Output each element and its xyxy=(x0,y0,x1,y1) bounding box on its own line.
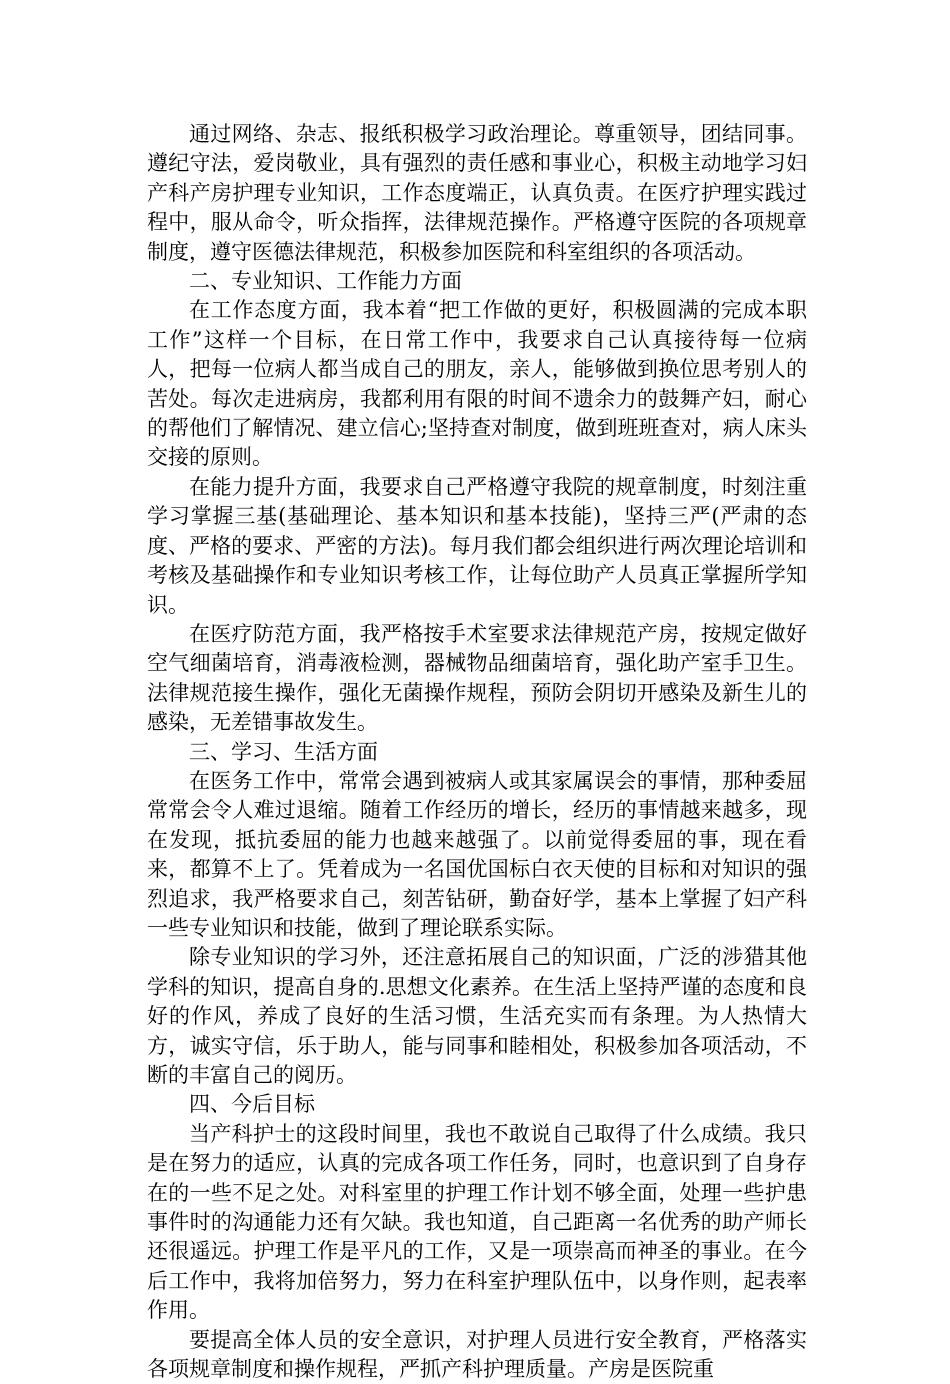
paragraph-ability-improvement: 在能力提升方面，我要求自己严格遵守我院的规章制度，时刻注重学习掌握三基(基础理论、基本知识和基本技能)，坚持三严(严肃的态度、严格的要求、严密的方法)。每月我们都会组织进行两次理论培训和考核及基础操作和专业知识考核工作，让每位助产人员真正掌握所学知识。 xyxy=(147,474,807,617)
paragraph-safety-awareness: 要提高全体人员的安全意识，对护理人员进行安全教育，严格落实各项规章制度和操作规程，严抓产科护理质量。产房是医院重 xyxy=(147,1327,807,1382)
paragraph-knowledge-expansion: 除专业知识的学习外，还注意拓展自己的知识面，广泛的涉猎其他学科的知识，提高自身的.思想文化素养。在生活上坚持严谨的态度和良好的作风，养成了良好的生活习惯，生活充实而有条理。为人热情大方，诚实守信，乐于助人，能与同事和睦相处，积极参加各项活动，不断的丰富自己的阅历。 xyxy=(147,945,807,1087)
paragraph-work-attitude: 在工作态度方面，我本着“把工作做的更好，积极圆满的完成本职工作”这样一个目标，在日常工作中，我要求自己认真接待每一位病人，把每一位病人都当成自己的朋友，亲人，能够做到换位思考别人的苦处。每次走进病房，我都利用有限的时间不遗余力的鼓舞产妇，耐心的帮他们了解情况、建立信心;坚持查对制度，做到班班查对，病人床头交接的原则。 xyxy=(147,298,807,470)
paragraph-political-study: 通过网络、杂志、报纸积极学习政治理论。尊重领导，团结同事。遵纪守法，爱岗敬业，具有强烈的责任感和事业心，积极主动地学习妇产科产房护理专业知识，工作态度端正，认真负责。在医疗护理实践过程中，服从命令，听众指挥，法律规范操作。严格遵守医院的各项规章制度，遵守医德法律规范，积极参加医院和科室组织的各项活动。 xyxy=(147,122,807,264)
document-page xyxy=(147,120,807,1384)
paragraph-medical-work: 在医务工作中，常常会遇到被病人或其家属误会的事情，那种委屈常常会令人难过退缩。随着工作经历的增长，经历的事情越来越多，现在发现，抵抗委屈的能力也越来越强了。以前觉得委屈的事，现在看来，都算不上了。凭着成为一名国优国标白衣天使的目标和对知识的强烈追求，我严格要求自己，刻苦钻研，勤奋好学，基本上掌握了妇产科一些专业知识和技能，做到了理论联系实际。 xyxy=(147,768,807,940)
paragraph-obstetric-nurse: 当产科护士的这段时间里，我也不敢说自己取得了什么成绩。我只是在努力的适应，认真的完成各项工作任务，同时，也意识到了自身存在的一些不足之处。对科室里的护理工作计划不够全面，处理一些护患事件时的沟通能力还有欠缺。我也知道，自己距离一名优秀的助产师长还很遥远。护理工作是平凡的工作，又是一项崇高而神圣的事业。在今后工作中，我将加倍努力，努力在科室护理队伍中，以身作则，起表率作用。 xyxy=(147,1121,807,1323)
section-heading-future-goals: 四、今后目标 xyxy=(189,1092,315,1117)
paragraph-medical-prevention: 在医疗防范方面，我严格按手术室要求法律规范产房，按规定做好空气细菌培育，消毒液检测，器械物品细菌培育，强化助产室手卫生。法律规范接生操作，强化无菌操作规程，预防会阴切开感染及新生儿的感染，无差错事故发生。 xyxy=(147,621,807,735)
section-heading-study-life: 三、学习、生活方面 xyxy=(189,739,378,764)
section-heading-professional-knowledge: 二、专业知识、工作能力方面 xyxy=(189,269,462,294)
